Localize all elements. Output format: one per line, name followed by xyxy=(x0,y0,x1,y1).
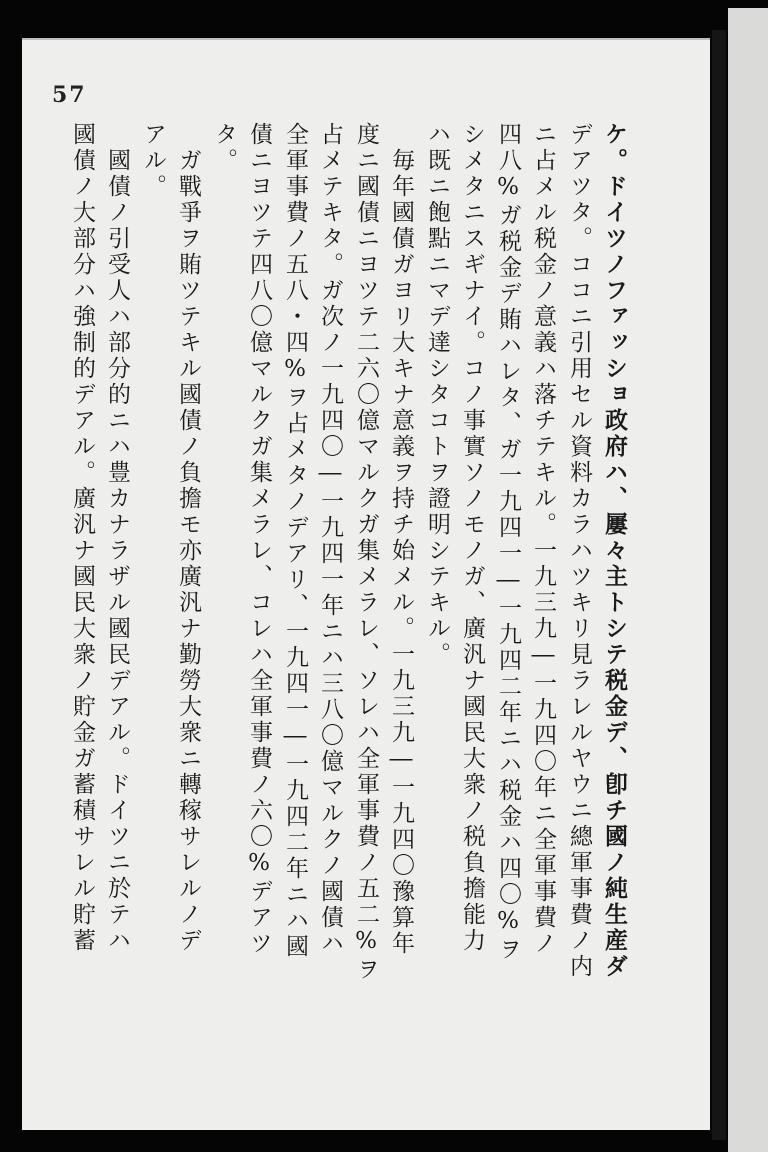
text-column: 度ニ國債ニヨツテ二六〇億マルクガ集メラレ、ソレハ全軍事費ノ五二%ヲ xyxy=(353,122,379,983)
text-column: ニ占メル税金ノ意義ハ落チテキル。一九三九―一九四〇年ニ全軍事費ノ xyxy=(530,122,556,957)
text-column: 全軍事費ノ五八・四%ヲ占メタノデアリ、一九四一―一九四二年ニハ國 xyxy=(282,122,308,960)
text-column: 毎年國債ガヨリ大キナ意義ヲ持チ始メル。一九三九―一九四〇豫算年 xyxy=(388,122,414,957)
text-column: ハ既ニ飽點ニマデ達シタコトヲ證明シテキル。 xyxy=(424,122,450,668)
page-number: 57 xyxy=(52,82,87,108)
text-column: アル。 xyxy=(140,122,166,200)
text-column: 占メテキタ。ガ次ノ一九四〇―一九四一年ニハ三八〇億マルクノ國債ハ xyxy=(317,122,343,957)
next-page-edge xyxy=(728,8,768,1152)
text-column: デアツタ。ココニ引用セル資料カラハツキリ見ラレルヤウニ總軍事費ノ内 xyxy=(566,122,592,980)
text-column: ガ戰爭ヲ賄ツテキル國債ノ負擔モ亦廣汎ナ勤勞大衆ニ轉稼サレルノデ xyxy=(175,122,201,954)
text-column: ケ。ドイツノファッショ政府ハ、屢々主トシテ税金デ、卽チ國ノ純生産ダ xyxy=(601,122,628,980)
text-column: シメタニスギナイ。コノ事實ソノモノガ、廣汎ナ國民大衆ノ税負擔能力 xyxy=(459,122,485,954)
text-column: 四八%ガ税金デ賄ハレタ、ガ一九四一―一九四二年ニハ税金ハ四〇%ヲ xyxy=(495,122,521,963)
text-column: 債ニヨツテ四八〇億マルクガ集メラレ、コレハ全軍事費ノ六〇%デアツ xyxy=(246,122,272,957)
text-column: タ。 xyxy=(211,122,237,174)
text-column: 國債ノ引受人ハ部分的ニハ豊カナラザル國民デアル。ドイツニ於テハ xyxy=(104,122,130,954)
text-column: 國債ノ大部分ハ強制的デアル。廣汎ナ國民大衆ノ貯金ガ蓄積サレル貯蓄 xyxy=(69,122,95,954)
book-spine xyxy=(712,30,726,1140)
